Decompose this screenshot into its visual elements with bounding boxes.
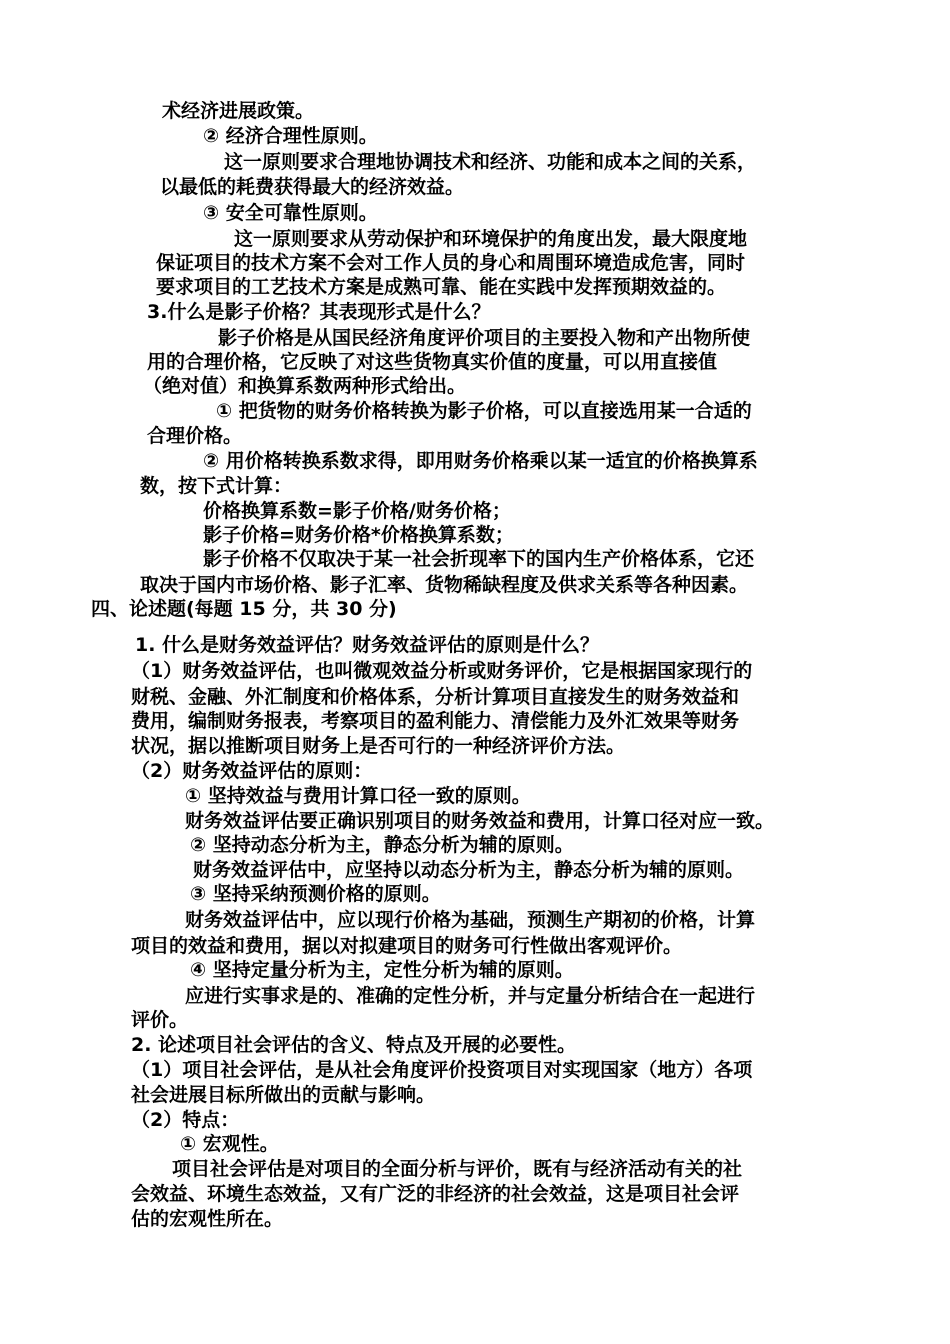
text-line: 用的合理价格，它反映了对这些货物真实价值的度量，可以用直接值 bbox=[147, 351, 718, 373]
text-line: 费用，编制财务报表，考察项目的盈利能力、清偿能力及外汇效果等财务 bbox=[131, 710, 740, 732]
text-line: 取决于国内市场价格、影子汇率、货物稀缺程度及供求关系等各种因素。 bbox=[140, 574, 749, 596]
text-line: 项目的效益和费用，据以对拟建项目的财务可行性做出客观评价。 bbox=[131, 935, 683, 957]
text-line: ④ 坚持定量分析为主，定性分析为辅的原则。 bbox=[190, 959, 574, 981]
text-line: 要求项目的工艺技术方案是成熟可靠、能在实践中发挥预期效益的。 bbox=[156, 276, 727, 298]
text-line: ① 把货物的财务价格转换为影子价格，可以直接选用某一合适的 bbox=[216, 400, 752, 422]
text-line: （1）财务效益评估，也叫微观效益分析或财务评价，它是根据国家现行的 bbox=[131, 660, 753, 682]
text-line: 估的宏观性所在。 bbox=[131, 1208, 284, 1230]
text-line: 以最低的耗费获得最大的经济效益。 bbox=[160, 176, 465, 198]
text-line: 应进行实事求是的、准确的定性分析，并与定量分析结合在一起进行 bbox=[185, 985, 756, 1007]
text-line: ③ 安全可靠性原则。 bbox=[203, 202, 378, 224]
text-line: 术经济进展政策。 bbox=[162, 100, 315, 122]
text-line: 社会进展目标所做出的贡献与影响。 bbox=[131, 1084, 436, 1106]
text-line: ② 坚持动态分析为主，静态分析为辅的原则。 bbox=[190, 834, 574, 856]
text-line: 财税、金融、外汇制度和价格体系，分析计算项目直接发生的财务效益和 bbox=[131, 686, 740, 708]
text-line: 数，按下式计算： bbox=[140, 475, 293, 497]
text-line: 这一原则要求从劳动保护和环境保护的角度出发，最大限度地 bbox=[234, 228, 748, 250]
text-line: 财务效益评估中，应坚持以动态分析为主，静态分析为辅的原则。 bbox=[193, 859, 745, 881]
text-line: 状况，据以推断项目财务上是否可行的一种经济评价方法。 bbox=[131, 735, 626, 757]
text-line: 评价。 bbox=[131, 1009, 189, 1031]
question-heading: 1. 什么是财务效益评估？财务效益评估的原则是什么？ bbox=[135, 634, 600, 656]
text-line: （2）财务效益评估的原则： bbox=[131, 760, 373, 782]
text-line: 影子价格是从国民经济角度评价项目的主要投入物和产出物所使 bbox=[218, 327, 751, 349]
text-line: 财务效益评估中，应以现行价格为基础，预测生产期初的价格，计算 bbox=[185, 909, 756, 931]
text-line: 价格换算系数=影子价格/财务价格； bbox=[203, 500, 511, 522]
text-line: （绝对值）和换算系数两种形式给出。 bbox=[143, 375, 467, 397]
text-line: ② 经济合理性原则。 bbox=[203, 125, 378, 147]
text-line: 3.什么是影子价格？其表现形式是什么？ bbox=[147, 301, 491, 323]
question-heading: 2. 论述项目社会评估的含义、特点及开展的必要性。 bbox=[131, 1034, 577, 1056]
text-line: 财务效益评估要正确识别项目的财务效益和费用，计算口径对应一致。 bbox=[185, 810, 775, 832]
text-line: ③ 坚持采纳预测价格的原则。 bbox=[190, 883, 441, 905]
text-line: ① 坚持效益与费用计算口径一致的原则。 bbox=[185, 785, 531, 807]
text-line: 项目社会评估是对项目的全面分析与评价，既有与经济活动有关的社 bbox=[172, 1158, 743, 1180]
text-line: ② 用价格转换系数求得，即用财务价格乘以某一适宜的价格换算系 bbox=[203, 450, 758, 472]
text-line: 会效益、环境生态效益，又有广泛的非经济的社会效益，这是项目社会评 bbox=[131, 1183, 740, 1205]
text-line: （2）特点： bbox=[131, 1109, 240, 1131]
text-line: 影子价格不仅取决于某一社会折现率下的国内生产价格体系，它还 bbox=[203, 548, 755, 570]
section-heading: 四、论述题(每题 15 分，共 30 分) bbox=[91, 598, 397, 620]
text-line: 合理价格。 bbox=[147, 425, 243, 447]
text-line: 保证项目的技术方案不会对工作人员的身心和周围环境造成危害，同时 bbox=[156, 252, 746, 274]
text-line: 影子价格=财务价格*价格换算系数； bbox=[203, 524, 514, 546]
text-line: ① 宏观性。 bbox=[180, 1133, 279, 1155]
text-line: （1）项目社会评估，是从社会角度评价投资项目对实现国家（地方）各项 bbox=[131, 1059, 753, 1081]
text-line: 这一原则要求合理地协调技术和经济、功能和成本之间的关系， bbox=[224, 151, 757, 173]
